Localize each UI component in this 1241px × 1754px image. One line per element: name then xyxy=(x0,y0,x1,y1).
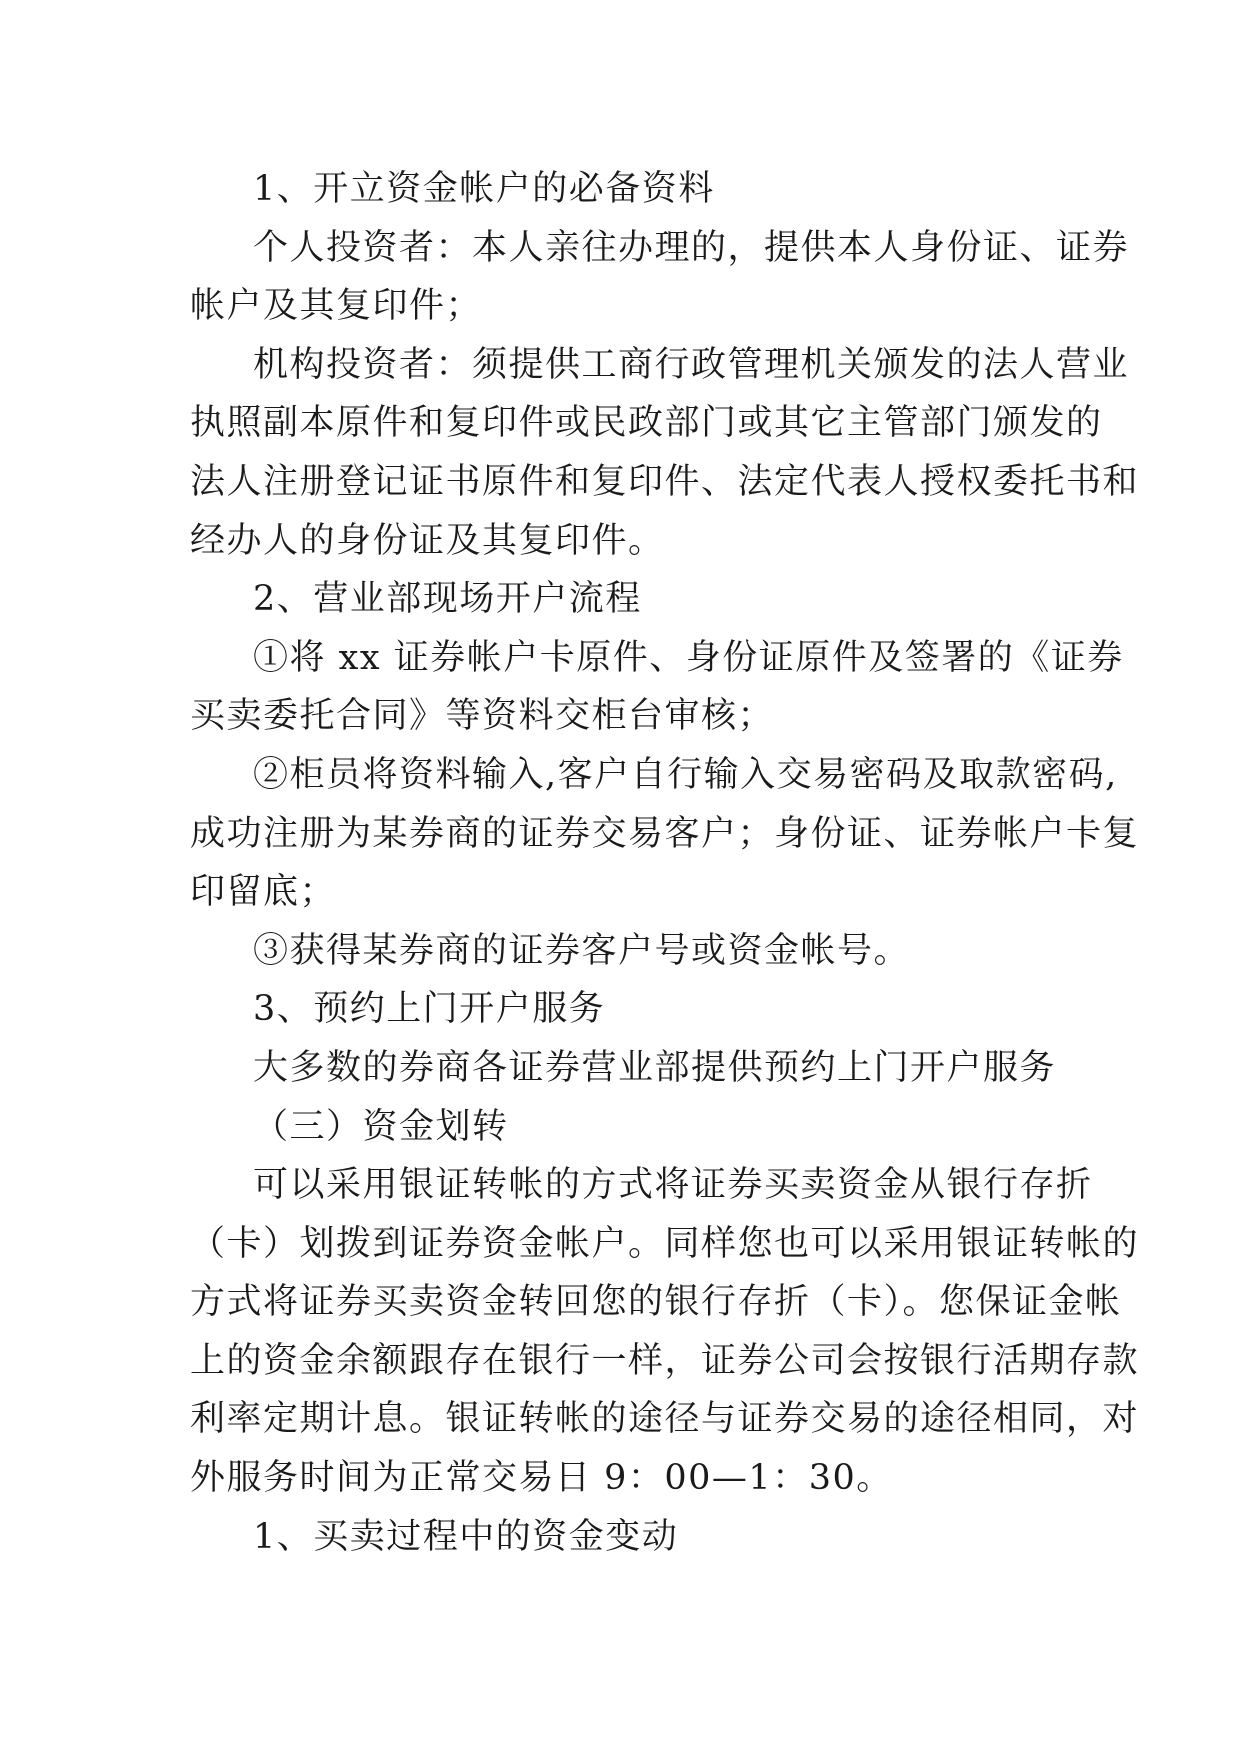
text-line: 利率定期计息。银证转帐的途径与证券交易的途径相同，对 xyxy=(190,1399,1140,1440)
text-line: 外服务时间为正常交易日 9：00—1：30。 xyxy=(190,1458,893,1499)
text-line: 经办人的身份证及其复印件。 xyxy=(190,520,665,561)
text-line: 法人注册登记证书原件和复印件、法定代表人授权委托书和 xyxy=(190,461,1140,502)
text-line: 2、营业部现场开户流程 xyxy=(253,579,642,620)
document-page xyxy=(190,160,1140,1566)
text-line: 个人投资者：本人亲往办理的，提供本人身份证、证券 xyxy=(253,227,1130,268)
section-heading: （三）资金划转 xyxy=(253,1106,509,1147)
text-line: ②柜员将资料输入,客户自行输入交易密码及取款密码, xyxy=(253,754,1118,795)
text-line: 执照副本原件和复印件或民政部门或其它主管部门颁发的 xyxy=(190,403,1103,444)
text-line: 1、买卖过程中的资金变动 xyxy=(253,1516,679,1557)
text-line: 买卖委托合同》等资料交柜台审核； xyxy=(190,696,775,737)
text-line: 印留底； xyxy=(190,872,337,913)
text-line: 机构投资者：须提供工商行政管理机关颁发的法人营业 xyxy=(253,344,1130,385)
text-line: 可以采用银证转帐的方式将证券买卖资金从银行存折 xyxy=(253,1165,1093,1206)
text-line: 方式将证券买卖资金转回您的银行存折（卡）。您保证金帐 xyxy=(190,1282,1122,1323)
text-line: ③获得某券商的证券客户号或资金帐号。 xyxy=(253,930,911,971)
text-line: 大多数的券商各证券营业部提供预约上门开户服务 xyxy=(253,1047,1057,1088)
text-line: 1、开立资金帐户的必备资料 xyxy=(253,169,715,209)
text-line: ①将 xx 证券帐户卡原件、身份证原件及签署的《证券 xyxy=(253,637,1124,678)
text-line: 3、预约上门开户服务 xyxy=(253,989,606,1030)
text-line: 上的资金余额跟存在银行一样，证券公司会按银行活期存款 xyxy=(190,1340,1140,1381)
text-line: 成功注册为某券商的证券交易客户；身份证、证券帐户卡复 xyxy=(190,813,1140,854)
text-line: 帐户及其复印件； xyxy=(190,286,483,327)
text-line: （卡）划拨到证券资金帐户。同样您也可以采用银证转帐的 xyxy=(190,1223,1140,1264)
